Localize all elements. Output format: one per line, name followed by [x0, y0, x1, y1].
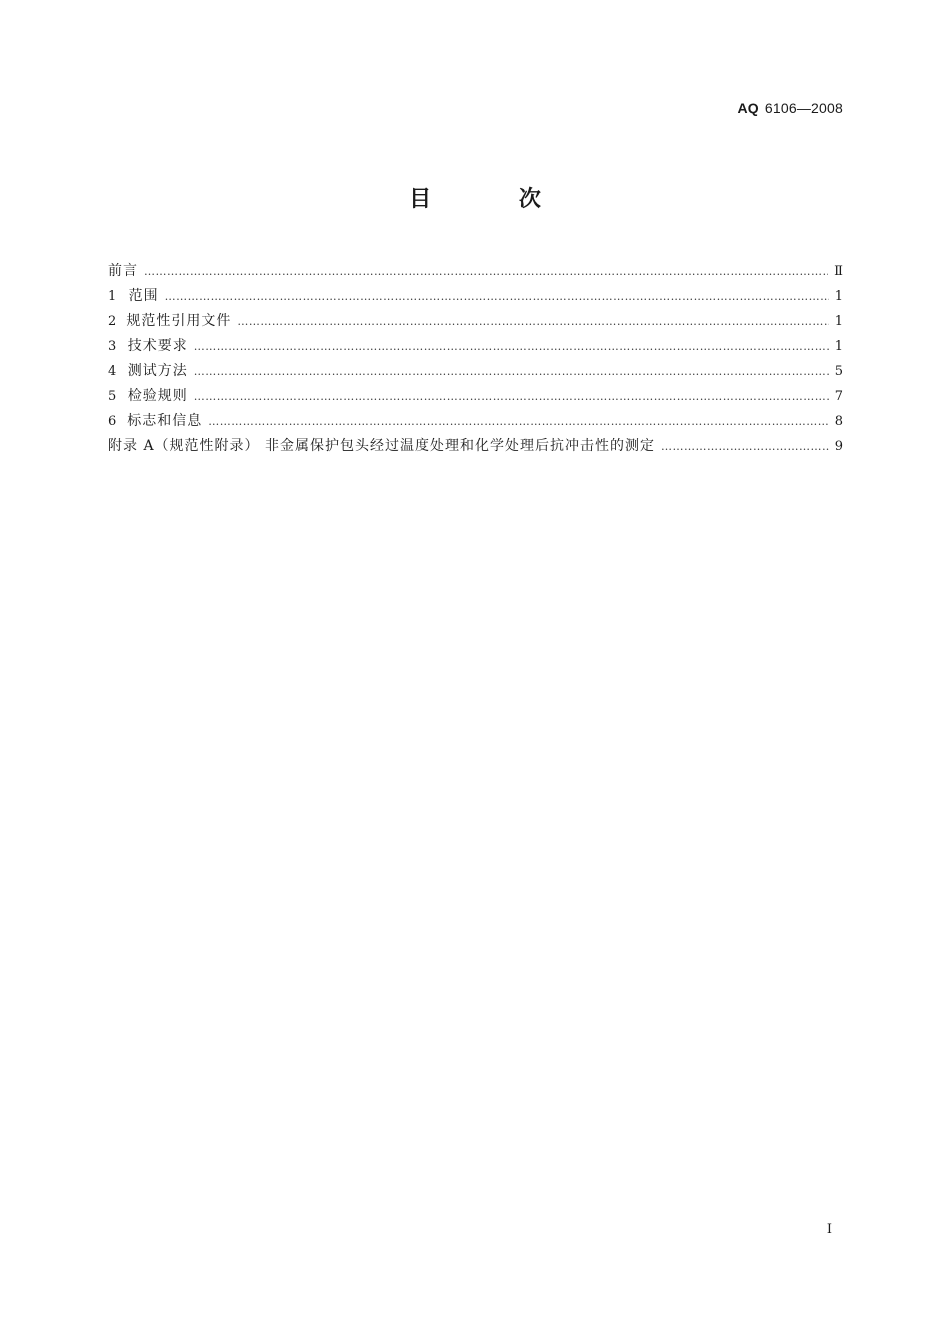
toc-leader-dots	[237, 309, 828, 334]
toc-leader-dots	[194, 359, 829, 384]
toc-entry-page: 5	[834, 364, 843, 379]
toc-list	[108, 259, 843, 459]
document-code-prefix: AQ	[737, 100, 759, 116]
toc-leader-dots	[194, 384, 829, 409]
document-code	[738, 100, 844, 116]
toc-entry-number: 2	[108, 314, 117, 329]
toc-leader-dots	[661, 434, 829, 459]
toc-entry-normative-references[interactable]	[108, 309, 843, 334]
toc-entry-scope[interactable]	[108, 284, 843, 309]
toc-entry-label: 范围	[128, 288, 159, 304]
page-number: Ⅰ	[826, 1222, 832, 1237]
toc-entry-number: 3	[108, 339, 117, 354]
toc-entry-page: 8	[834, 414, 843, 429]
toc-entry-inspection-rules[interactable]	[108, 384, 843, 409]
toc-entry-page: 1	[834, 339, 843, 354]
toc-leader-dots	[208, 409, 828, 434]
toc-entry-marking-information[interactable]	[108, 409, 843, 434]
toc-entry-page: 9	[834, 439, 843, 454]
toc-entry-label: 规范性引用文件	[126, 313, 232, 329]
toc-title: 目 次	[409, 187, 581, 212]
toc-entry-label: 前言	[108, 263, 138, 279]
toc-entry-foreword[interactable]	[108, 259, 843, 284]
toc-entry-page: 1	[834, 289, 843, 304]
toc-entry-annex-a[interactable]	[108, 434, 843, 459]
toc-entry-page: 7	[834, 389, 843, 404]
toc-entry-technical-requirements[interactable]	[108, 334, 843, 359]
toc-leader-dots	[194, 334, 829, 359]
toc-entry-label: 技术要求	[127, 338, 188, 354]
toc-entry-label: 附录 A（规范性附录） 非金属保护包头经过温度处理和化学处理后抗冲击性的测定	[108, 438, 656, 454]
toc-entry-page: 1	[834, 314, 843, 329]
toc-entry-label: 标志和信息	[127, 413, 203, 429]
toc-entry-number: 6	[108, 414, 117, 429]
toc-entry-number: 4	[108, 364, 117, 379]
toc-entry-test-methods[interactable]	[108, 359, 843, 384]
toc-entry-number: 1	[108, 289, 117, 304]
toc-entry-label: 检验规则	[127, 388, 188, 404]
toc-entry-label: 测试方法	[127, 363, 188, 379]
toc-leader-dots	[165, 284, 829, 309]
toc-entry-page: Ⅱ	[834, 264, 843, 279]
toc-leader-dots	[144, 259, 828, 284]
document-code-number: 6106—2008	[764, 100, 843, 116]
toc-entry-number: 5	[108, 389, 117, 404]
